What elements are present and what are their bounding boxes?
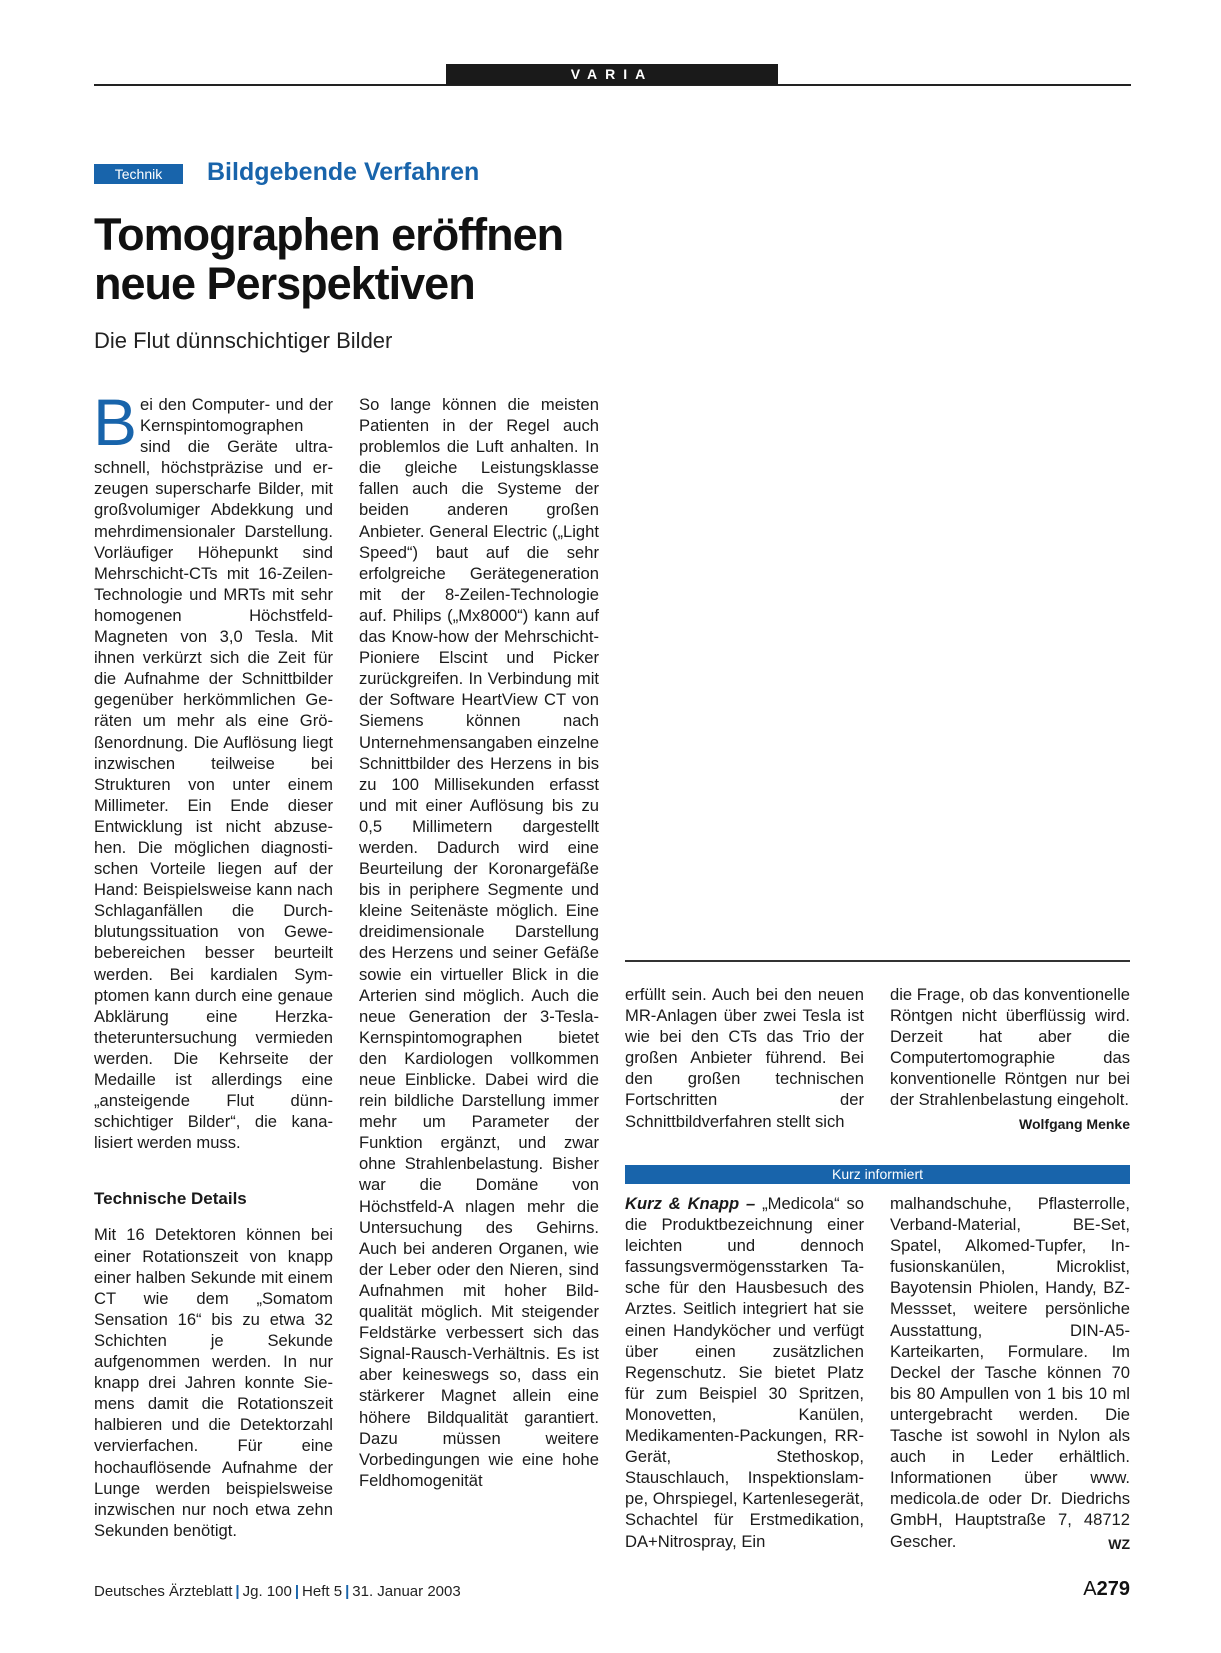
infobox-paragraph-2 bbox=[890, 1193, 1130, 1552]
infobox-lead-in: Kurz & Knapp – bbox=[625, 1194, 756, 1213]
intro-paragraph bbox=[93, 385, 333, 1153]
page-prefix: A bbox=[1083, 1578, 1097, 1600]
infobox-signature: WZ bbox=[1108, 1535, 1130, 1552]
paragraph-column-4-text: die Frage, ob das konventionelle Röntgen nicht überflüssig wird. Derzeit hat aber die Computertomographie das konventionelle Röntgen nur bei der Strahlenbelastung eingeholt. bbox=[890, 985, 1130, 1110]
paragraph-column-2: So lange können die meisten Patienten in der Regel auch problemlos die Luft anhalten. In die gleiche Leistungsklasse fallen auch die Systeme der beiden anderen großen Anbieter. General Electric („Light Speed“) baut auf die sehr erfolgreiche Gerätegeneration mit der 8-Zeilen-Technologie auf. Philips („Mx8000“) kann auf das Know-how der Mehrschicht-Pioniere Elscint und Picker zurückgreifen. In Verbindung mit der Software HeartView CT von Siemens können nach Unternehmensangaben einzelne Schnittbilder des Herzens in bis zu 100 Millisekunden erfasst und mit einer Auflösung bis zu 0,5 Millimetern dargestellt werden. Dadurch wird eine Beurteilung der Koronargefäße bis in periphere Segmente und kleine Seitenäste möglich. Eine dreidimensionale Darstellung des Herzens und seiner Gefäße sowie ein virtueller Blick in die Arterien sind möglich. Auch die neue Generation der 3-Tesla-Kernspintomographen bietet den Kardiologen vollkommen neue Einblicke. Dabei wird die rein bildliche Darstellung immer mehr um Parameter der Funktion ergänzt, und zwar ohne Strahlenbelastung. Bisher war die Domäne von Höchstfeld-A nlagen mehr die Untersuchung des Gehirns. Auch bei anderen Organen, wie der Leber oder den Nieren, sind Aufnahmen mit hoher Bildqualität möglich. Mit steigender Feldstärke verbessert sich das Signal-Rausch-Verhältnis. Es ist aber keineswegs so, dass ein stärkerer Magnet allein eine höhere Bildqualität garantiert. Dazu müssen weitere Vorbedingungen wie eine hohe Feldhomogenität bbox=[359, 395, 599, 1490]
infobox-text-2: malhandschuhe, Pflasterrolle, Verband-Material, BE-Set, Spatel, Alkomed-Tupfer, Infusionskanülen, Microklist, Bayotensin Phiolen, Handy, BZ-Messset, weitere persönliche Ausstattung, DIN-A5-Karteikarten, Formulare. Im Deckel der Tasche können 70 bis 80 Ampullen von 1 bis 10 ml untergebracht werden. Die Tasche ist sowohl in Nylon als auch in Leder erhältlich. Informationen über www. medicola.de oder Dr. Diedrichs GmbH, Hauptstraße 7, 48712 Gescher. bbox=[890, 1194, 1130, 1551]
article-title bbox=[94, 210, 654, 308]
footer-separator: | bbox=[235, 1583, 240, 1600]
author-signature: Wolfgang Menke bbox=[1019, 1115, 1130, 1132]
column-divider-rule bbox=[625, 960, 1130, 962]
body-column-2 bbox=[359, 394, 599, 1491]
drop-cap: B bbox=[93, 385, 138, 459]
title-line-2: neue Perspektiven bbox=[94, 258, 475, 309]
infobox-column-2 bbox=[890, 1193, 1130, 1555]
journal-name: Deutsches Ärzteblatt bbox=[94, 1583, 233, 1600]
body-column-3 bbox=[625, 984, 864, 1132]
page-number-value: 279 bbox=[1096, 1578, 1130, 1600]
article-kicker: Bildgebende Verfahren bbox=[207, 158, 480, 186]
body-column-1 bbox=[93, 385, 333, 1541]
paragraph-column-4 bbox=[890, 984, 1130, 1132]
title-line-1: Tomographen eröffnen bbox=[94, 209, 564, 260]
section-heading: Technische Details bbox=[94, 1189, 247, 1209]
paragraph-column-3: erfüllt sein. Auch bei den neuen MR-Anlagen über zwei Tesla ist wie bei den CTs das Trio der großen Anbieter führend. Bei den großen technischen Fortschritten der Schnittbildverfahren stellt sich bbox=[625, 985, 864, 1131]
footer-citation bbox=[94, 1583, 461, 1600]
intro-text: ei den Computer- und der Kernspintomographen sind die Geräte ultraschnell, höchstpräzise und erzeugen superscharfe Bilder, mit großvolumiger Abdekkung und mehrdimensionaler Darstellung. Vorläufiger Höhepunkt sind Mehrschicht-CTs mit 16-Zeilen-Technologie und MRTs mit sehr homogenen Höchstfeld-Magneten von 3,0 Tesla. Mit ihnen verkürzt sich die Zeit für die Aufnahme der Schnittbilder gegenüber herkömmlichen Geräten um mehr als eine Größenordnung. Die Auflösung liegt inzwischen teilweise bei Strukturen von unter einem Millimeter. Ein Ende dieser Entwicklung ist nicht abzusehen. Die möglichen diagnostischen Vorteile liegen auf der Hand: Beispielsweise kann nach Schlaganfällen die Durchblutungssituation von Gewebebereichen besser beurteilt werden. Bei kardialen Symptomen kann durch eine genaue Abklärung eine Herzkatheteruntersuchung vermieden werden. Die Kehrseite der Medaille ist allerdings eine „ansteigende Flut dünnschichtiger Bilder“, die kanalisiert werden muss. bbox=[94, 395, 333, 1153]
article-subtitle: Die Flut dünnschichtiger Bilder bbox=[94, 328, 393, 353]
journal-volume: Jg. 100 bbox=[242, 1583, 292, 1600]
body-column-4 bbox=[890, 984, 1130, 1135]
paragraph-technical-details: Mit 16 Detektoren können bei einer Rotationszeit von knapp einer halben Sekunde mit einem CT wie dem „Somatom Sensation 16“ bis zu etwa 32 Schichten je Sekunde aufgenommen werden. In nur knapp drei Jahren konnte Siemens damit die Rotationszeit halbieren und die Detektorzahl vervierfachen. Für eine hochauflösende Aufnahme der Lunge werden beispielsweise inzwischen nur noch etwa zehn Sekunden benötigt. bbox=[94, 1225, 333, 1540]
infobox-header: Kurz informiert bbox=[625, 1165, 1130, 1184]
footer-separator: | bbox=[294, 1583, 300, 1600]
category-tag: Technik bbox=[94, 164, 183, 184]
infobox-column-1 bbox=[625, 1193, 864, 1552]
journal-date: 31. Januar 2003 bbox=[352, 1583, 461, 1600]
infobox-paragraph-1 bbox=[625, 1193, 864, 1552]
infobox-text-1: „Medicola“ so die Produktbezeichnung einer leichten und dennoch fassungsvermögensstarken Tasche für den Hausbesuch des Arztes. Seitlich integriert hat sie einen Handyköcher und verfügt über einen zusätzlichen Regenschutz. Sie bietet Platz für zum Beispiel 30 Spritzen, Monovetten, Kanülen, Medikamenten-Packungen, RR-Gerät, Stethoskop, Stauschlauch, Inspektionslampe, Ohrspiegel, Kartenlesegerät, Schachtel für Erstmedikation, DA+Nitrospray, Ein bbox=[625, 1194, 864, 1551]
footer-separator: | bbox=[345, 1583, 350, 1600]
section-label: VARIA bbox=[446, 64, 778, 85]
page-number bbox=[1083, 1578, 1130, 1601]
journal-issue: Heft 5 bbox=[302, 1583, 343, 1600]
